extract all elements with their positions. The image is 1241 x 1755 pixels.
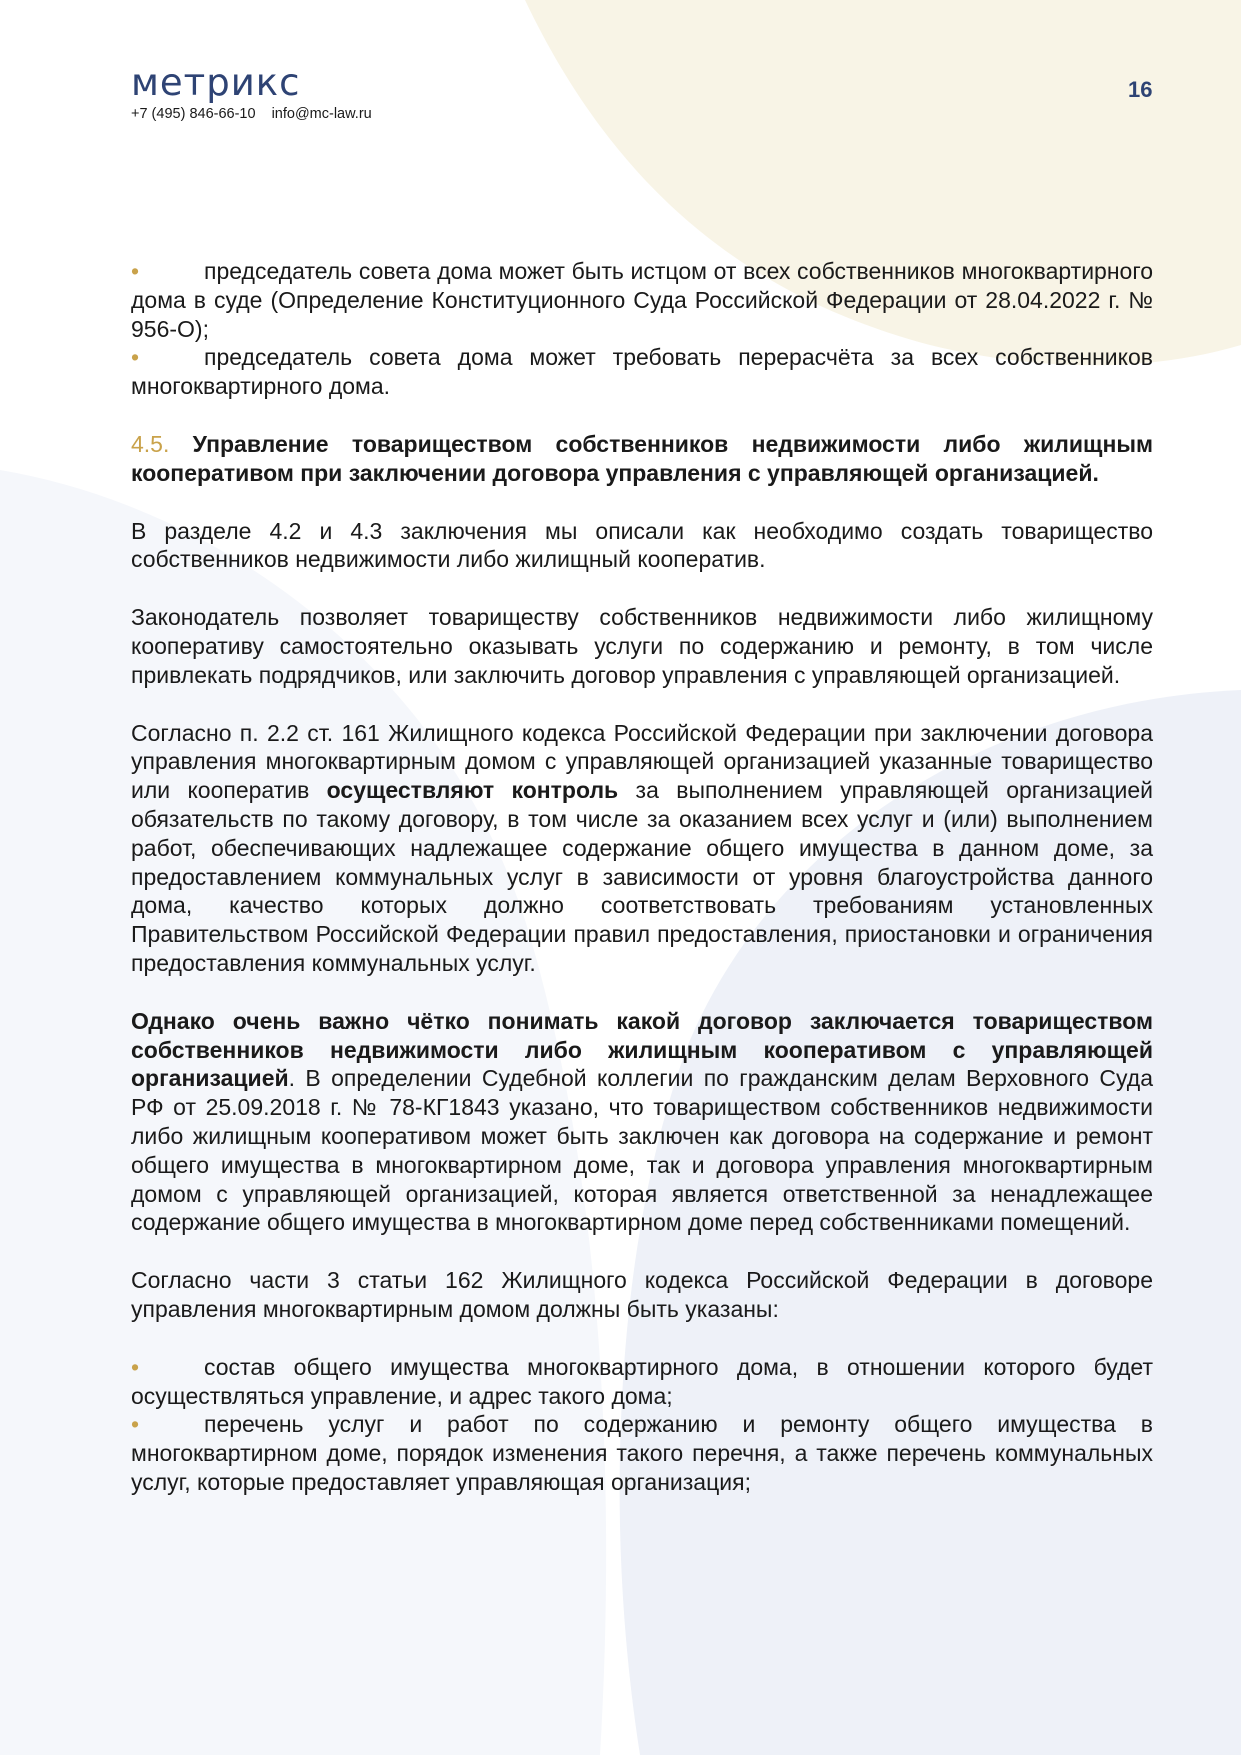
section-title: Управление товариществом собственников недвижимости либо жилищным кооперативом при заключении договора управления с управляющей организацией.	[131, 430, 1153, 486]
page-number: 16	[1128, 77, 1153, 102]
paragraph: Законодатель позволяет товариществу собственников недвижимости либо жилищному кооперативу самостоятельно оказывать услуги по содержанию и ремонту, в том числе привлекать подрядчиков, или заключить договор управления с управляющей организацией.	[131, 604, 1153, 688]
bullet-icon: •	[131, 344, 140, 371]
contacts	[131, 106, 384, 122]
list-item: • перечень услуг и работ по содержанию и ремонту общего имущества в многоквартирном доме, порядок изменения такого перечня, а также перечень коммунальных услуг, которые предоставляет управляющая организация;	[131, 1411, 1153, 1495]
header	[131, 61, 384, 122]
list-item: • председатель совета дома может быть истцом от всех собственников многоквартирного дома в суде (Определение Конституционного Суда Российской Федерации от 28.04.2022 г. № 956-О);	[131, 258, 1153, 342]
list-item: • состав общего имущества многоквартирного дома, в отношении которого будет осуществляться управление, и адрес такого дома;	[131, 1353, 1153, 1409]
bullet-icon: •	[131, 1353, 140, 1380]
section-heading	[131, 430, 1153, 488]
bullet-icon: •	[131, 1411, 140, 1438]
paragraph: Согласно части 3 статьи 162 Жилищного кодекса Российской Федерации в договоре управления многоквартирным домом должны быть указаны:	[131, 1267, 1153, 1322]
paragraph: В разделе 4.2 и 4.3 заключения мы описали как необходимо создать товарищество собственников недвижимости либо жилищный кооператив.	[131, 517, 1153, 573]
document-body	[131, 257, 1153, 1497]
logo: метрикс	[131, 61, 301, 104]
paragraph: Однако очень важно чётко понимать какой договор заключается товариществом собственников недвижимости либо жилищным кооперативом с управляющей организацией. В определении Судебной коллегии по гражданским делам Верховного Суда РФ от 25.09.2018 г. № 78-КГ1843 указано, что товариществом собственников недвижимости либо жилищным кооперативом может быть заключен как договора на содержание и ремонт общего имущества в многоквартирном доме, так и договора управления многоквартирным домом с управляющей организацией, которая является ответственной за ненадлежащее содержание общего имущества в многоквартирном доме перед собственниками помещений.	[131, 1007, 1153, 1236]
phone: +7 (495) 846-66-10	[131, 106, 256, 122]
bullet-icon: •	[131, 258, 140, 284]
email: info@mc-law.ru	[271, 106, 372, 122]
list-item: • председатель совета дома может требовать перерасчёта за всех собственников многоквартирного дома.	[131, 344, 1153, 400]
section-number: 4.5.	[131, 430, 170, 457]
paragraph: Согласно п. 2.2 ст. 161 Жилищного кодекса Российской Федерации при заключении договора управления многоквартирным домом с управляющей организацией указанные товарищество или кооператив осуществляют контроль за выполнением управляющей организацией обязательств по такому договору, в том числе за оказанием всех услуг и (или) выполнением работ, обеспечивающих надлежащее содержание общего имущества в данном доме, за предоставлением коммунальных услуг в зависимости от уровня благоустройства данного дома, качество которых должно соответствовать требованиям установленных Правительством Российской Федерации правил предоставления, приостановки и ограничения предоставления коммунальных услуг.	[131, 719, 1153, 976]
